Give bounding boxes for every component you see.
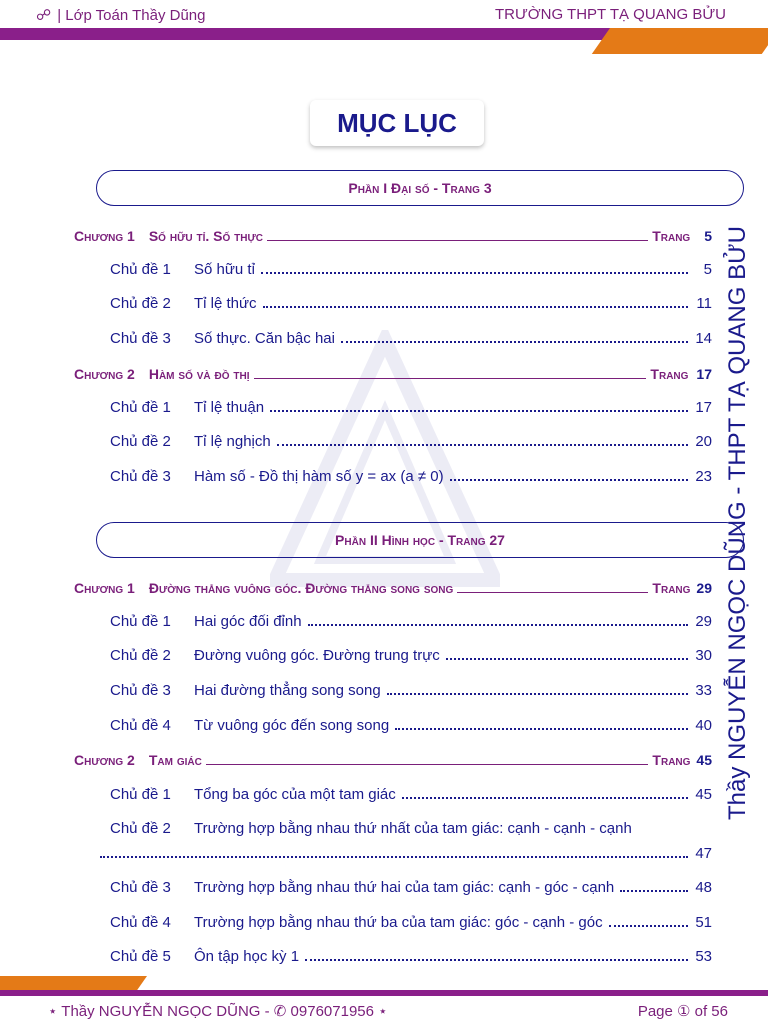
topic-label: Chủ đề 2 (110, 432, 171, 450)
topic-entry[interactable] (110, 818, 712, 838)
topic-entry[interactable] (110, 912, 712, 932)
topic-label: Chủ đề 1 (110, 785, 171, 803)
chapter-page: 45 (696, 752, 712, 768)
topic-title: Ôn tập học kỳ 1 (194, 947, 300, 965)
topic-entry[interactable] (110, 293, 712, 313)
leader-dots (446, 650, 688, 660)
page-header (0, 0, 768, 48)
chapter-label: Chương 2 (74, 752, 135, 768)
leader-dots (261, 264, 688, 274)
topic-label: Chủ đề 5 (110, 947, 171, 965)
topic-title: Hai đường thẳng song song (194, 681, 381, 699)
chapter-page-label: Trang (652, 228, 691, 244)
leader-line (457, 584, 648, 593)
topic-label: Chủ đề 2 (110, 646, 171, 664)
topic-page: 20 (695, 432, 712, 450)
topic-label: Chủ đề 4 (110, 716, 171, 734)
topic-entry[interactable] (110, 466, 712, 486)
topic-entry[interactable] (110, 877, 712, 897)
chapter-title: Số hữu tỉ. Số thực (148, 228, 263, 244)
topic-label: Chủ đề 1 (110, 260, 171, 278)
topic-page: 11 (696, 294, 712, 312)
topic-entry[interactable] (110, 259, 712, 279)
topic-label: Chủ đề 2 (110, 294, 171, 312)
topic-page: 29 (695, 612, 712, 630)
topic-entry[interactable] (110, 645, 712, 665)
chapter-page-label: Trang (652, 752, 691, 768)
chapter-entry[interactable] (74, 226, 712, 246)
header-orange-stripe (672, 28, 768, 54)
chapter-title: Đường thẳng vuông góc. Đường thẳng song song (148, 580, 454, 596)
header-right-text: TRƯỜNG THPT TẠ QUANG BỬU (494, 6, 726, 23)
topic-entry[interactable] (110, 611, 712, 631)
chapter-page-label: Trang (652, 580, 691, 596)
leader-dots (402, 789, 688, 799)
leader-dots (387, 685, 688, 695)
topic-entry[interactable] (110, 946, 712, 966)
topic-page: 14 (695, 329, 712, 347)
topic-title: Hai góc đối đỉnh (194, 612, 302, 630)
topic-label: Chủ đề 4 (110, 913, 171, 931)
topic-page: 30 (695, 646, 712, 664)
header-left-text: | Lớp Toán Thầy Dũng (57, 6, 206, 24)
topic-label: Chủ đề 2 (110, 819, 171, 837)
topic-label: Chủ đề 3 (110, 681, 171, 699)
topic-page: 33 (695, 681, 712, 699)
topic-label: Chủ đề 3 (110, 878, 171, 896)
topic-title: Số thực. Căn bậc hai (194, 329, 335, 347)
chapter-page: 17 (696, 366, 712, 382)
leader-line (254, 370, 647, 379)
leader-line (267, 232, 648, 241)
topic-page: 40 (695, 716, 712, 734)
topic-entry[interactable] (110, 784, 712, 804)
chapter-entry[interactable] (74, 578, 712, 598)
footer-purple-bar (0, 990, 768, 996)
topic-label: Chủ đề 1 (110, 612, 171, 630)
topic-title: Trường hợp bằng nhau thứ hai của tam giác: cạnh - góc - cạnh (194, 878, 615, 896)
header-left (36, 6, 205, 24)
chapter-page: 29 (696, 580, 712, 596)
topic-page: 5 (703, 260, 712, 278)
chapter-label: Chương 2 (74, 366, 135, 382)
leader-dots (270, 402, 688, 412)
topic-title: Số hữu tỉ (194, 260, 255, 278)
topic-entry[interactable] (110, 328, 712, 348)
topic-page: 45 (695, 785, 712, 803)
topic-title: Đường vuông góc. Đường trung trực (194, 646, 440, 664)
topic-entry-continuation[interactable] (100, 843, 712, 863)
topic-page: 23 (695, 467, 712, 485)
topic-label: Chủ đề 3 (110, 467, 171, 485)
topic-title: Tỉ lệ thức (194, 294, 257, 312)
topic-entry[interactable] (110, 715, 712, 735)
page-number: Page ① of 56 (637, 1003, 728, 1020)
chapter-label: Chương 1 (74, 228, 135, 244)
leader-dots (395, 720, 688, 730)
topic-title: Tỉ lệ nghịch (194, 432, 271, 450)
topic-page: 48 (695, 878, 712, 896)
topic-page: 51 (695, 913, 712, 931)
topic-label: Chủ đề 1 (110, 398, 171, 416)
chapter-page-label: Trang (650, 366, 689, 382)
chapter-page: 5 (704, 228, 712, 244)
leader-dots (100, 848, 688, 858)
chapter-label: Chương 1 (74, 580, 135, 596)
header-purple-bar (0, 28, 620, 40)
topic-title: Tỉ lệ thuận (194, 398, 265, 416)
leader-dots (620, 882, 688, 892)
topic-entry[interactable] (110, 680, 712, 700)
leader-dots (450, 471, 688, 481)
chapter-entry[interactable] (74, 750, 712, 770)
topic-title: Hàm số - Đồ thị hàm số y = ax (a ≠ 0) (194, 467, 444, 485)
topic-page: 53 (695, 947, 712, 965)
topic-entry[interactable] (110, 431, 712, 451)
chapter-title: Hàm số và đồ thị (148, 366, 250, 382)
topic-page: 17 (695, 398, 712, 416)
leader-dots (609, 917, 688, 927)
leader-dots (305, 951, 688, 961)
leader-dots (341, 333, 688, 343)
topic-entry[interactable] (110, 397, 712, 417)
topic-page: 47 (695, 844, 712, 862)
logo-icon: ☍ (36, 7, 52, 24)
chapter-entry[interactable] (74, 364, 712, 384)
part-heading[interactable]: Phần II Hình học - Trang 27 (96, 522, 744, 558)
leader-dots (263, 298, 688, 308)
page-title: MỤC LỤC (310, 100, 484, 146)
leader-line (206, 756, 649, 765)
part-heading[interactable]: Phần I Đại số - Trang 3 (96, 170, 744, 206)
topic-title: Trường hợp bằng nhau thứ nhất của tam giác: cạnh - cạnh - cạnh (194, 819, 632, 837)
topic-title: Từ vuông góc đến song song (194, 716, 390, 734)
chapter-title: Tam giác (148, 752, 202, 768)
leader-dots (277, 436, 688, 446)
leader-dots (308, 616, 688, 626)
topic-title: Trường hợp bằng nhau thứ ba của tam giác: góc - cạnh - góc (194, 913, 603, 931)
topic-label: Chủ đề 3 (110, 329, 171, 347)
side-author-text: Thầy NGUYỄN NGỌC DŨNG - THPT TẠ QUANG BỬU (724, 226, 751, 820)
footer-author: ⋆ Thầy NGUYỄN NGỌC DŨNG - ✆ 0976071956 ⋆ (48, 1003, 388, 1020)
topic-title: Tổng ba góc của một tam giác (194, 785, 396, 803)
